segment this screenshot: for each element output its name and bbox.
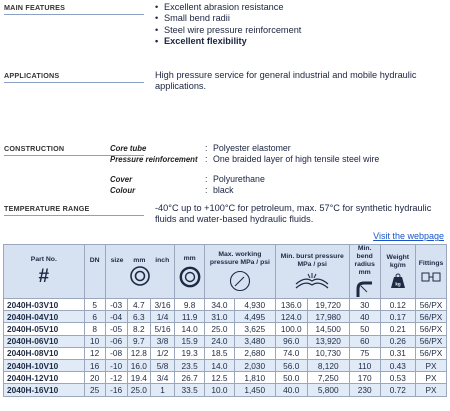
table-cell: 75 — [349, 347, 380, 359]
table-cell: 12.8 — [127, 347, 150, 359]
construction-row: Core tube : Polyester elastomer — [110, 143, 291, 153]
table-cell: 50 — [349, 323, 380, 335]
table-cell: 0.31 — [380, 347, 415, 359]
construction-row: Colour : black — [110, 185, 234, 195]
table-cell: 60 — [349, 335, 380, 347]
table-cell: 56/PX — [415, 299, 446, 311]
header-fittings: Fittings — [415, 245, 446, 299]
table-cell: -05 — [105, 323, 127, 335]
table-cell: 13,920 — [307, 335, 349, 347]
table-cell: 14.0 — [205, 359, 235, 371]
table-cell: 10.0 — [205, 384, 235, 396]
table-cell: 0.43 — [380, 359, 415, 371]
construction-details — [110, 143, 440, 196]
table-body — [4, 299, 447, 397]
construction-value: Polyester elastomer — [213, 143, 291, 153]
table-cell: -10 — [105, 359, 127, 371]
table-cell: 1,450 — [234, 384, 275, 396]
table-cell: 6 — [84, 311, 105, 323]
table-cell: 40 — [349, 311, 380, 323]
table-row — [4, 311, 447, 323]
table-cell: 8.2 — [127, 323, 150, 335]
spec-table — [3, 244, 447, 397]
construction-label: CONSTRUCTION — [4, 143, 144, 156]
construction-key: Colour — [110, 186, 136, 195]
table-cell: 9.8 — [175, 299, 205, 311]
construction-value: black — [213, 185, 234, 195]
table-cell: 110 — [349, 359, 380, 371]
table-cell: 19,720 — [307, 299, 349, 311]
construction-value: Polyurethane — [213, 174, 265, 184]
table-cell: 10 — [84, 335, 105, 347]
table-cell: 11.9 — [175, 311, 205, 323]
table-cell: 18.5 — [205, 347, 235, 359]
applications-section — [4, 70, 448, 100]
table-cell: 1/2 — [150, 347, 174, 359]
table-cell: -12 — [105, 372, 127, 384]
table-cell: 1,810 — [234, 372, 275, 384]
construction-key: Pressure reinforcement — [110, 155, 198, 164]
header-working-pressure: Max. working pressure MPa / psi — [205, 245, 276, 299]
table-cell: 14,500 — [307, 323, 349, 335]
applications-text: High pressure service for general industrial and mobile hydraulic applications. — [155, 70, 417, 92]
table-cell: 56/PX — [415, 347, 446, 359]
construction-value: One braided layer of high tensile steel wire — [213, 154, 380, 164]
table-cell: 1/4 — [150, 311, 174, 323]
table-cell: 74.0 — [275, 347, 307, 359]
table-cell: PX — [415, 359, 446, 371]
table-cell: 16.0 — [127, 359, 150, 371]
table-cell: 0.21 — [380, 323, 415, 335]
table-cell: 12.5 — [205, 372, 235, 384]
table-cell: 3/4 — [150, 372, 174, 384]
table-cell: 230 — [349, 384, 380, 396]
table-cell: 19.3 — [175, 347, 205, 359]
table-cell: 20 — [84, 372, 105, 384]
table-cell: 25.0 — [127, 384, 150, 396]
table-cell: 15.9 — [175, 335, 205, 347]
feature-item: • Small bend radii — [155, 13, 301, 24]
table-cell: -03 — [105, 299, 127, 311]
table-cell: PX — [415, 372, 446, 384]
table-row — [4, 359, 447, 371]
table-row — [4, 299, 447, 311]
header-dn: DN — [84, 245, 105, 299]
table-cell: -06 — [105, 335, 127, 347]
visit-webpage-link[interactable]: Visit the webpage — [373, 231, 444, 241]
table-cell: -08 — [105, 347, 127, 359]
hose-outer-diameter-icon — [179, 266, 201, 288]
main-features-section — [4, 2, 448, 52]
table-cell: 50.0 — [275, 372, 307, 384]
table-cell: 40.0 — [275, 384, 307, 396]
temperature-label: TEMPERATURE RANGE — [4, 203, 144, 216]
part-number-cell: 2040H-03V10 — [4, 299, 85, 311]
table-cell: 3,480 — [234, 335, 275, 347]
part-number-cell: 2040H-12V10 — [4, 372, 85, 384]
table-cell: 0.53 — [380, 372, 415, 384]
table-cell: 0.17 — [380, 311, 415, 323]
temperature-text: -40°C up to +100°C for petroleum, max. 57°C for synthetic hydraulic fluids and water-based hydraulic fluids. — [155, 203, 432, 225]
table-cell: 56/PX — [415, 311, 446, 323]
table-cell: 33.5 — [175, 384, 205, 396]
table-cell: 124.0 — [275, 311, 307, 323]
table-row — [4, 372, 447, 384]
feature-item: • Excellent abrasion resistance — [155, 2, 301, 13]
table-cell: 8,120 — [307, 359, 349, 371]
table-row — [4, 347, 447, 359]
part-number-cell: 2040H-16V10 — [4, 384, 85, 396]
table-cell: 3/16 — [150, 299, 174, 311]
construction-row: Cover : Polyurethane — [110, 174, 265, 184]
header-part-no: Part No. # — [4, 245, 85, 299]
table-cell: 19.4 — [127, 372, 150, 384]
construction-key: Cover — [110, 175, 133, 184]
table-cell: 26.7 — [175, 372, 205, 384]
table-cell: 34.0 — [205, 299, 235, 311]
table-cell: -16 — [105, 384, 127, 396]
table-cell: 3/8 — [150, 335, 174, 347]
table-cell: 10,730 — [307, 347, 349, 359]
table-cell: 8 — [84, 323, 105, 335]
table-cell: 96.0 — [275, 335, 307, 347]
table-cell: 12 — [84, 347, 105, 359]
temperature-section — [4, 203, 448, 229]
table-cell: 5,800 — [307, 384, 349, 396]
table-cell: 30 — [349, 299, 380, 311]
part-number-cell: 2040H-10V10 — [4, 359, 85, 371]
table-cell: 24.0 — [205, 335, 235, 347]
table-cell: 2,030 — [234, 359, 275, 371]
table-cell: 56/PX — [415, 335, 446, 347]
part-number-cell: 2040H-06V10 — [4, 335, 85, 347]
table-cell: 1 — [150, 384, 174, 396]
table-cell: 0.12 — [380, 299, 415, 311]
table-cell: PX — [415, 384, 446, 396]
part-number-cell: 2040H-08V10 — [4, 347, 85, 359]
table-header-row — [4, 245, 447, 299]
header-outer-diameter: mm — [175, 245, 205, 299]
hash-icon: # — [38, 266, 50, 287]
table-row — [4, 335, 447, 347]
table-cell: 5/16 — [150, 323, 174, 335]
table-cell: 3,625 — [234, 323, 275, 335]
header-burst-pressure: Min. burst pressure MPa / psi — [275, 245, 349, 299]
table-cell: 14.0 — [175, 323, 205, 335]
table-cell: 6.3 — [127, 311, 150, 323]
table-cell: 25 — [84, 384, 105, 396]
burst-hose-icon — [295, 272, 329, 290]
table-cell: 5/8 — [150, 359, 174, 371]
header-bend-radius: Min. bend radius mm — [349, 245, 380, 299]
main-features-label: MAIN FEATURES — [4, 2, 144, 15]
table-cell: 136.0 — [275, 299, 307, 311]
feature-item: • Excellent flexibility — [155, 36, 301, 47]
table-cell: 4.7 — [127, 299, 150, 311]
table-cell: 100.0 — [275, 323, 307, 335]
header-weight: Weight kg/m kg — [380, 245, 415, 299]
table-cell: 4,930 — [234, 299, 275, 311]
fitting-icon — [421, 271, 441, 283]
table-row — [4, 384, 447, 396]
table-cell: 17,980 — [307, 311, 349, 323]
bend-radius-icon — [355, 280, 375, 298]
table-cell: 5 — [84, 299, 105, 311]
table-cell: 31.0 — [205, 311, 235, 323]
table-row — [4, 323, 447, 335]
construction-section — [4, 143, 448, 203]
table-cell: 56.0 — [275, 359, 307, 371]
table-cell: 7,250 — [307, 372, 349, 384]
table-cell: 56/PX — [415, 323, 446, 335]
feature-item: • Steel wire pressure reinforcement — [155, 25, 301, 36]
hose-inner-diameter-icon — [129, 265, 151, 287]
svg-text:kg: kg — [395, 281, 401, 287]
main-features-list — [155, 2, 301, 47]
table-cell: 23.5 — [175, 359, 205, 371]
weight-icon — [390, 273, 406, 289]
pressure-gauge-icon — [229, 270, 251, 292]
table-cell: -04 — [105, 311, 127, 323]
part-number-cell: 2040H-04V10 — [4, 311, 85, 323]
applications-label: APPLICATIONS — [4, 70, 144, 83]
table-cell: 9.7 — [127, 335, 150, 347]
table-cell: 0.72 — [380, 384, 415, 396]
construction-key: Core tube — [110, 144, 147, 153]
table-cell: 170 — [349, 372, 380, 384]
table-cell: 25.0 — [205, 323, 235, 335]
header-size: size mm inch — [105, 245, 175, 299]
table-cell: 16 — [84, 359, 105, 371]
table-cell: 0.26 — [380, 335, 415, 347]
table-cell: 2,680 — [234, 347, 275, 359]
construction-row: Pressure reinforcement : One braided layer of high tensile steel wire — [110, 154, 380, 164]
part-number-cell: 2040H-05V10 — [4, 323, 85, 335]
table-cell: 4,495 — [234, 311, 275, 323]
